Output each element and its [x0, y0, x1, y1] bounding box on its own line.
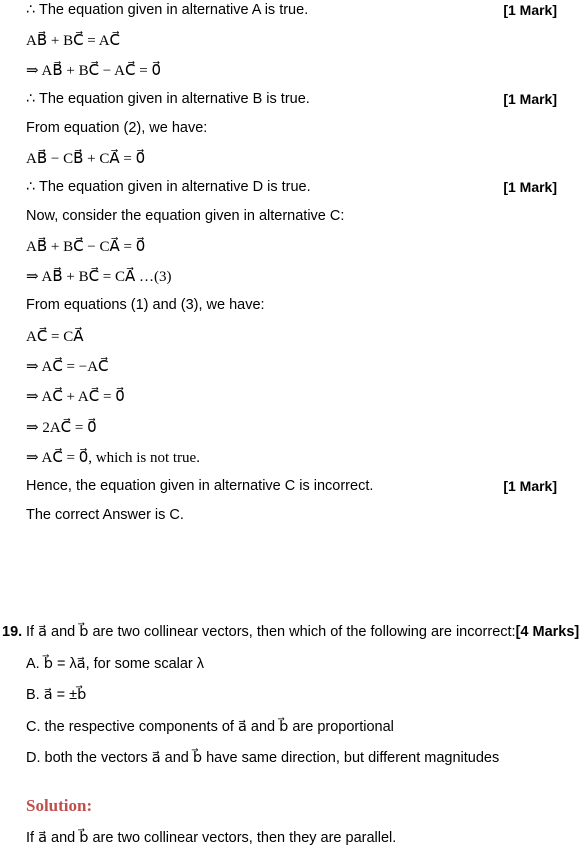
text-line: Now, consider the equation given in alternative C: — [26, 208, 345, 224]
text-line: ∴ The equation given in alternative D is true. — [26, 179, 311, 195]
solution-first-line: If a⃗ and b⃗ are two collinear vectors, then they are parallel. — [26, 830, 397, 846]
question-text — [26, 624, 579, 640]
solution-heading: Solution: — [26, 796, 93, 815]
equation-line: ⇒ AC⃗ + AC⃗ = 0⃗ — [26, 389, 125, 405]
question-number: 19. — [2, 624, 23, 640]
mark-label: [1 Mark] — [503, 179, 557, 195]
equation-line: ⇒ AC⃗ = 0⃗, which is not true. — [26, 450, 200, 466]
equation-line: AB⃗ − CB⃗ + CA⃗ = 0⃗ — [26, 151, 146, 167]
equation-line: AC⃗ = CA⃗ — [26, 329, 84, 345]
mark-label: [1 Mark] — [503, 91, 557, 107]
question-body: If a⃗ and b⃗ are two collinear vectors, then which of the following are incorrect: — [26, 624, 516, 640]
equation-line: ⇒ 2AC⃗ = 0⃗ — [26, 420, 97, 436]
equation-line: ⇒ AB⃗ + BC⃗ = CA⃗ …(3) — [26, 269, 172, 285]
option-a: A. b⃗ = λa⃗, for some scalar λ — [26, 656, 205, 672]
text-line: From equation (2), we have: — [26, 120, 208, 136]
option-b: B. a⃗ = ±b⃗ — [26, 687, 87, 703]
text-line: The correct Answer is C. — [26, 507, 184, 523]
mark-label: [1 Mark] — [503, 478, 557, 494]
mark-label: [1 Mark] — [503, 2, 557, 18]
option-d: D. both the vectors a⃗ and b⃗ have same direction, but different magnitudes — [26, 750, 500, 766]
equation-line: AB⃗ + BC⃗ − CA⃗ = 0⃗ — [26, 239, 146, 255]
text-line: From equations (1) and (3), we have: — [26, 297, 265, 313]
question-marks: [4 Marks] — [515, 624, 579, 640]
text-line: Hence, the equation given in alternative C is incorrect. — [26, 478, 374, 494]
equation-line: AB⃗ + BC⃗ = AC⃗ — [26, 33, 120, 49]
option-c: C. the respective components of a⃗ and b⃗ are proportional — [26, 719, 394, 735]
text-line: ∴ The equation given in alternative B is true. — [26, 91, 310, 107]
equation-line: ⇒ AB⃗ + BC⃗ − AC⃗ = 0⃗ — [26, 63, 161, 79]
equation-line: ⇒ AC⃗ = −AC⃗ — [26, 359, 109, 375]
text-line: ∴ The equation given in alternative A is true. — [26, 2, 309, 18]
